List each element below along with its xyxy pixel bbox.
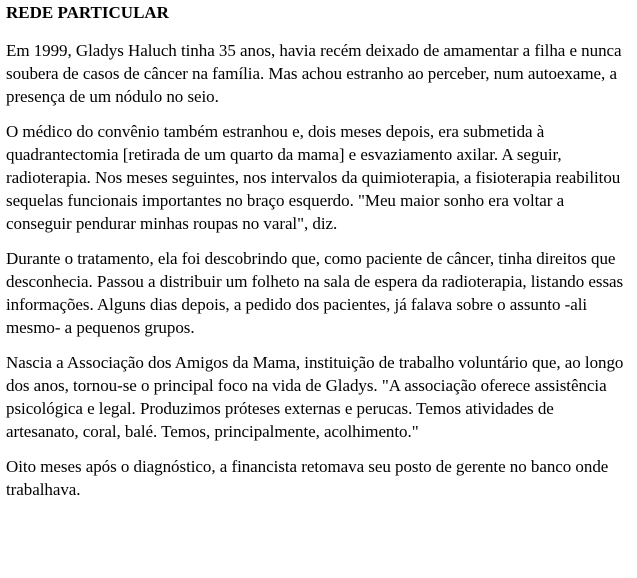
article-paragraph: O médico do convênio também estranhou e, dois meses depois, era submetida à quadrantectomia [retirada de um quarto da mama] e esvaziamento axilar. A seguir, radioterapia. Nos meses seguintes, nos intervalos da quimioterapia, a fisioterapia reabilitou sequelas funcionais importantes no braço esquerdo. "Meu maior sonho era voltar a conseguir pendurar minhas roupas no varal", diz.	[6, 122, 621, 233]
article-headline: REDE PARTICULAR	[6, 3, 169, 22]
article-paragraph: Durante o tratamento, ela foi descobrindo que, como paciente de câncer, tinha direitos que desconhecia. Passou a distribuir um folheto na sala de espera da radioterapia, listando essas informações. Alguns dias depois, a pedido dos pacientes, já falava sobre o assunto -ali mesmo- a pequenos grupos.	[6, 249, 624, 337]
article-paragraph: Em 1999, Gladys Haluch tinha 35 anos, havia recém deixado de amamentar a filha e nunca soubera de casos de câncer na família. Mas achou estranho ao perceber, num autoexame, a presença de um nódulo no seio.	[6, 41, 622, 106]
article-paragraph: Oito meses após o diagnóstico, a financista retomava seu posto de gerente no banco onde trabalhava.	[6, 457, 609, 499]
article-paragraph: Nascia a Associação dos Amigos da Mama, instituição de trabalho voluntário que, ao longo dos anos, tornou-se o principal foco na vida de Gladys. "A associação oferece assistência psicológica e legal. Produzimos próteses externas e perucas. Temos atividades de artesanato, coral, balé. Temos, principalmente, acolhimento."	[6, 353, 624, 441]
